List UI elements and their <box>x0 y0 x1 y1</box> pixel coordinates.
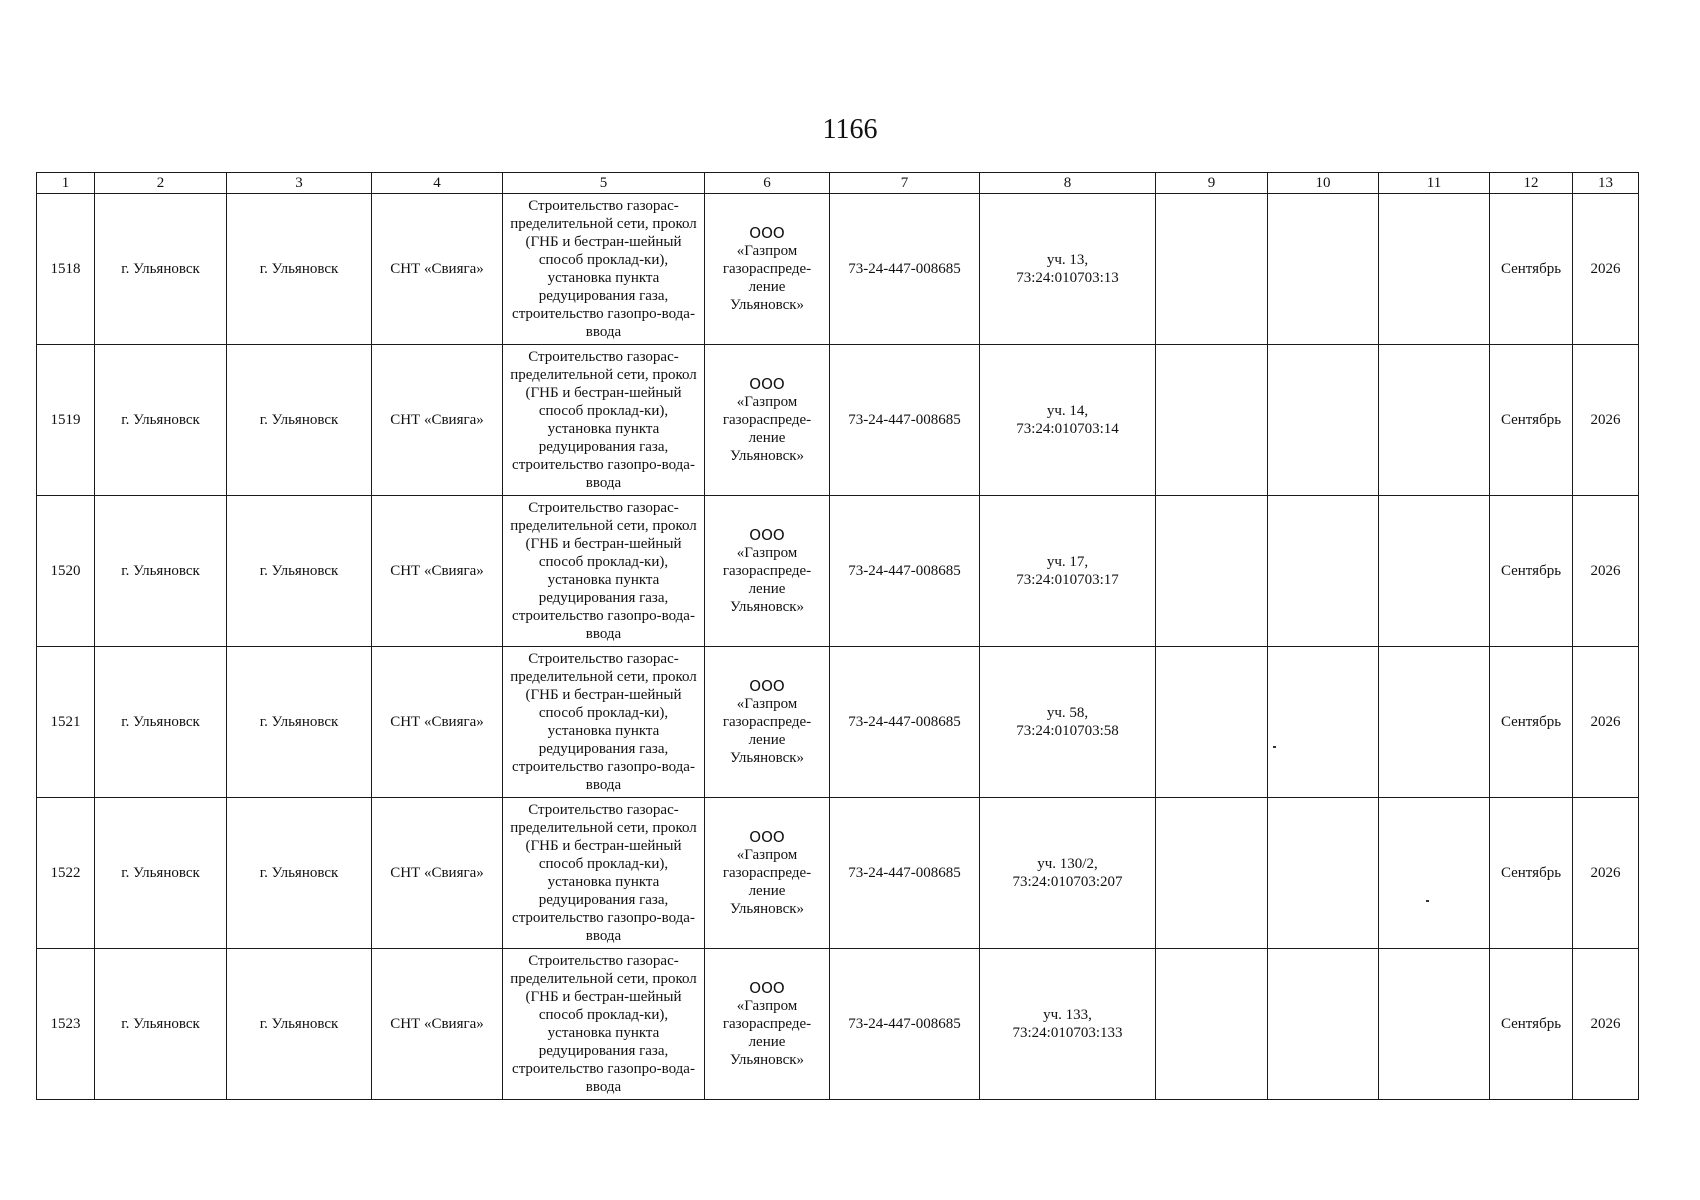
organization-line: ООО <box>749 375 785 393</box>
column-number: 7 <box>830 173 980 194</box>
organization-line: «Газпром <box>736 998 798 1014</box>
organization-line: газораспреде- <box>722 412 812 428</box>
program-code-cell: 73-24-447-008685 <box>830 647 980 798</box>
table-row <box>37 798 1639 949</box>
settlement-cell: г. Ульяновск <box>227 949 372 1100</box>
column-number: 8 <box>980 173 1156 194</box>
land-plot-line: уч. 17, <box>1046 554 1089 570</box>
table-row <box>37 949 1639 1100</box>
program-code-cell: 73-24-447-008685 <box>830 949 980 1100</box>
table-row <box>37 194 1639 345</box>
settlement-cell: г. Ульяновск <box>227 345 372 496</box>
works-description-cell: Строительство газорас-пределительной сети, прокол (ГНБ и бестран-шейный способ проклад-ки), установка пункта редуцирования газа, строительство газопро-вода-ввода <box>503 345 705 496</box>
land-plot-line: 73:24:010703:17 <box>1016 572 1119 588</box>
row-number-cell: 1518 <box>37 194 95 345</box>
organization-line: ООО <box>749 979 785 997</box>
empty-cell <box>1268 798 1379 949</box>
month-cell: Сентябрь <box>1490 647 1573 798</box>
month-cell: Сентябрь <box>1490 949 1573 1100</box>
land-plot-line: уч. 13, <box>1046 252 1089 268</box>
year-cell: 2026 <box>1573 647 1639 798</box>
organization-line: ление <box>748 279 786 295</box>
organization-cell <box>705 798 830 949</box>
column-number: 10 <box>1268 173 1379 194</box>
month-cell: Сентябрь <box>1490 496 1573 647</box>
empty-cell <box>1268 949 1379 1100</box>
organization-line: газораспреде- <box>722 1016 812 1032</box>
location-cell: СНТ «Свияга» <box>372 647 503 798</box>
organization-line: «Газпром <box>736 545 798 561</box>
empty-cell <box>1156 496 1268 647</box>
row-number-cell: 1521 <box>37 647 95 798</box>
row-number-cell: 1523 <box>37 949 95 1100</box>
empty-cell <box>1379 949 1490 1100</box>
location-cell: СНТ «Свияга» <box>372 345 503 496</box>
organization-line: ООО <box>749 828 785 846</box>
organization-line: Ульяновск» <box>729 1052 805 1068</box>
row-number-cell: 1519 <box>37 345 95 496</box>
organization-line: газораспреде- <box>722 563 812 579</box>
land-plot-cell <box>980 798 1156 949</box>
year-cell: 2026 <box>1573 798 1639 949</box>
column-number: 3 <box>227 173 372 194</box>
header-row <box>37 173 1639 194</box>
column-number: 2 <box>95 173 227 194</box>
program-code-cell: 73-24-447-008685 <box>830 345 980 496</box>
works-description-cell: Строительство газорас-пределительной сети, прокол (ГНБ и бестран-шейный способ проклад-ки), установка пункта редуцирования газа, строительство газопро-вода-ввода <box>503 949 705 1100</box>
empty-cell <box>1156 949 1268 1100</box>
land-plot-line: уч. 130/2, <box>1037 856 1098 872</box>
row-number-cell: 1522 <box>37 798 95 949</box>
organization-line: газораспреде- <box>722 261 812 277</box>
works-description-cell: Строительство газорас-пределительной сети, прокол (ГНБ и бестран-шейный способ проклад-ки), установка пункта редуцирования газа, строительство газопро-вода-ввода <box>503 647 705 798</box>
organization-line: ление <box>748 883 786 899</box>
organization-line: ление <box>748 581 786 597</box>
organization-line: ление <box>748 1034 786 1050</box>
land-plot-cell <box>980 647 1156 798</box>
year-cell: 2026 <box>1573 949 1639 1100</box>
empty-cell <box>1268 345 1379 496</box>
organization-line: Ульяновск» <box>729 599 805 615</box>
organization-line: ление <box>748 430 786 446</box>
location-cell: СНТ «Свияга» <box>372 496 503 647</box>
location-cell: СНТ «Свияга» <box>372 798 503 949</box>
municipality-cell: г. Ульяновск <box>95 194 227 345</box>
land-plot-line: 73:24:010703:133 <box>1012 1025 1123 1041</box>
page-number: 1166 <box>822 114 878 145</box>
land-plot-line: 73:24:010703:13 <box>1016 270 1119 286</box>
empty-cell <box>1156 647 1268 798</box>
empty-cell <box>1379 194 1490 345</box>
land-plot-cell <box>980 496 1156 647</box>
organization-line: газораспреде- <box>722 865 812 881</box>
month-cell: Сентябрь <box>1490 798 1573 949</box>
organization-line: «Газпром <box>736 696 798 712</box>
empty-cell <box>1379 496 1490 647</box>
municipality-cell: г. Ульяновск <box>95 496 227 647</box>
municipality-cell: г. Ульяновск <box>95 949 227 1100</box>
empty-cell <box>1156 798 1268 949</box>
organization-line: ООО <box>749 224 785 242</box>
program-code-cell: 73-24-447-008685 <box>830 194 980 345</box>
land-plot-line: 73:24:010703:58 <box>1016 723 1119 739</box>
table-row <box>37 647 1639 798</box>
organization-cell <box>705 496 830 647</box>
organization-line: «Газпром <box>736 847 798 863</box>
organization-line: «Газпром <box>736 394 798 410</box>
land-plot-line: 73:24:010703:14 <box>1016 421 1119 437</box>
land-plot-cell <box>980 949 1156 1100</box>
column-number: 12 <box>1490 173 1573 194</box>
land-plot-line: уч. 14, <box>1046 403 1089 419</box>
organization-line: Ульяновск» <box>729 750 805 766</box>
column-number: 4 <box>372 173 503 194</box>
organization-line: Ульяновск» <box>729 448 805 464</box>
column-number: 11 <box>1379 173 1490 194</box>
municipality-cell: г. Ульяновск <box>95 345 227 496</box>
organization-line: газораспреде- <box>722 714 812 730</box>
works-description-cell: Строительство газорас-пределительной сети, прокол (ГНБ и бестран-шейный способ проклад-ки), установка пункта редуцирования газа, строительство газопро-вода-ввода <box>503 496 705 647</box>
organization-line: Ульяновск» <box>729 297 805 313</box>
empty-cell <box>1379 798 1490 949</box>
year-cell: 2026 <box>1573 496 1639 647</box>
column-number: 5 <box>503 173 705 194</box>
empty-cell <box>1268 496 1379 647</box>
land-plot-line: уч. 58, <box>1046 705 1089 721</box>
month-cell: Сентябрь <box>1490 345 1573 496</box>
document-table <box>36 172 1639 1100</box>
column-number: 6 <box>705 173 830 194</box>
scan-speck <box>1273 746 1276 748</box>
organization-cell <box>705 345 830 496</box>
organization-line: ООО <box>749 526 785 544</box>
settlement-cell: г. Ульяновск <box>227 194 372 345</box>
year-cell: 2026 <box>1573 345 1639 496</box>
scan-speck <box>1426 900 1429 902</box>
organization-line: ление <box>748 732 786 748</box>
empty-cell <box>1379 647 1490 798</box>
year-cell: 2026 <box>1573 194 1639 345</box>
empty-cell <box>1156 194 1268 345</box>
land-plot-line: 73:24:010703:207 <box>1012 874 1123 890</box>
organization-line: ООО <box>749 677 785 695</box>
column-number: 13 <box>1573 173 1639 194</box>
row-number-cell: 1520 <box>37 496 95 647</box>
land-plot-cell <box>980 345 1156 496</box>
land-plot-cell <box>980 194 1156 345</box>
column-number: 1 <box>37 173 95 194</box>
column-number: 9 <box>1156 173 1268 194</box>
empty-cell <box>1156 345 1268 496</box>
program-code-cell: 73-24-447-008685 <box>830 496 980 647</box>
works-description-cell: Строительство газорас-пределительной сети, прокол (ГНБ и бестран-шейный способ проклад-ки), установка пункта редуцирования газа, строительство газопро-вода-ввода <box>503 798 705 949</box>
organization-cell <box>705 194 830 345</box>
empty-cell <box>1379 345 1490 496</box>
organization-cell <box>705 647 830 798</box>
organization-line: «Газпром <box>736 243 798 259</box>
organization-cell <box>705 949 830 1100</box>
empty-cell <box>1268 194 1379 345</box>
works-description-cell: Строительство газорас-пределительной сети, прокол (ГНБ и бестран-шейный способ проклад-ки), установка пункта редуцирования газа, строительство газопро-вода-ввода <box>503 194 705 345</box>
program-code-cell: 73-24-447-008685 <box>830 798 980 949</box>
location-cell: СНТ «Свияга» <box>372 194 503 345</box>
table-row <box>37 496 1639 647</box>
settlement-cell: г. Ульяновск <box>227 798 372 949</box>
land-plot-line: уч. 133, <box>1043 1007 1092 1023</box>
organization-line: Ульяновск» <box>729 901 805 917</box>
empty-cell <box>1268 647 1379 798</box>
settlement-cell: г. Ульяновск <box>227 496 372 647</box>
month-cell: Сентябрь <box>1490 194 1573 345</box>
municipality-cell: г. Ульяновск <box>95 647 227 798</box>
table-row <box>37 345 1639 496</box>
municipality-cell: г. Ульяновск <box>95 798 227 949</box>
location-cell: СНТ «Свияга» <box>372 949 503 1100</box>
settlement-cell: г. Ульяновск <box>227 647 372 798</box>
